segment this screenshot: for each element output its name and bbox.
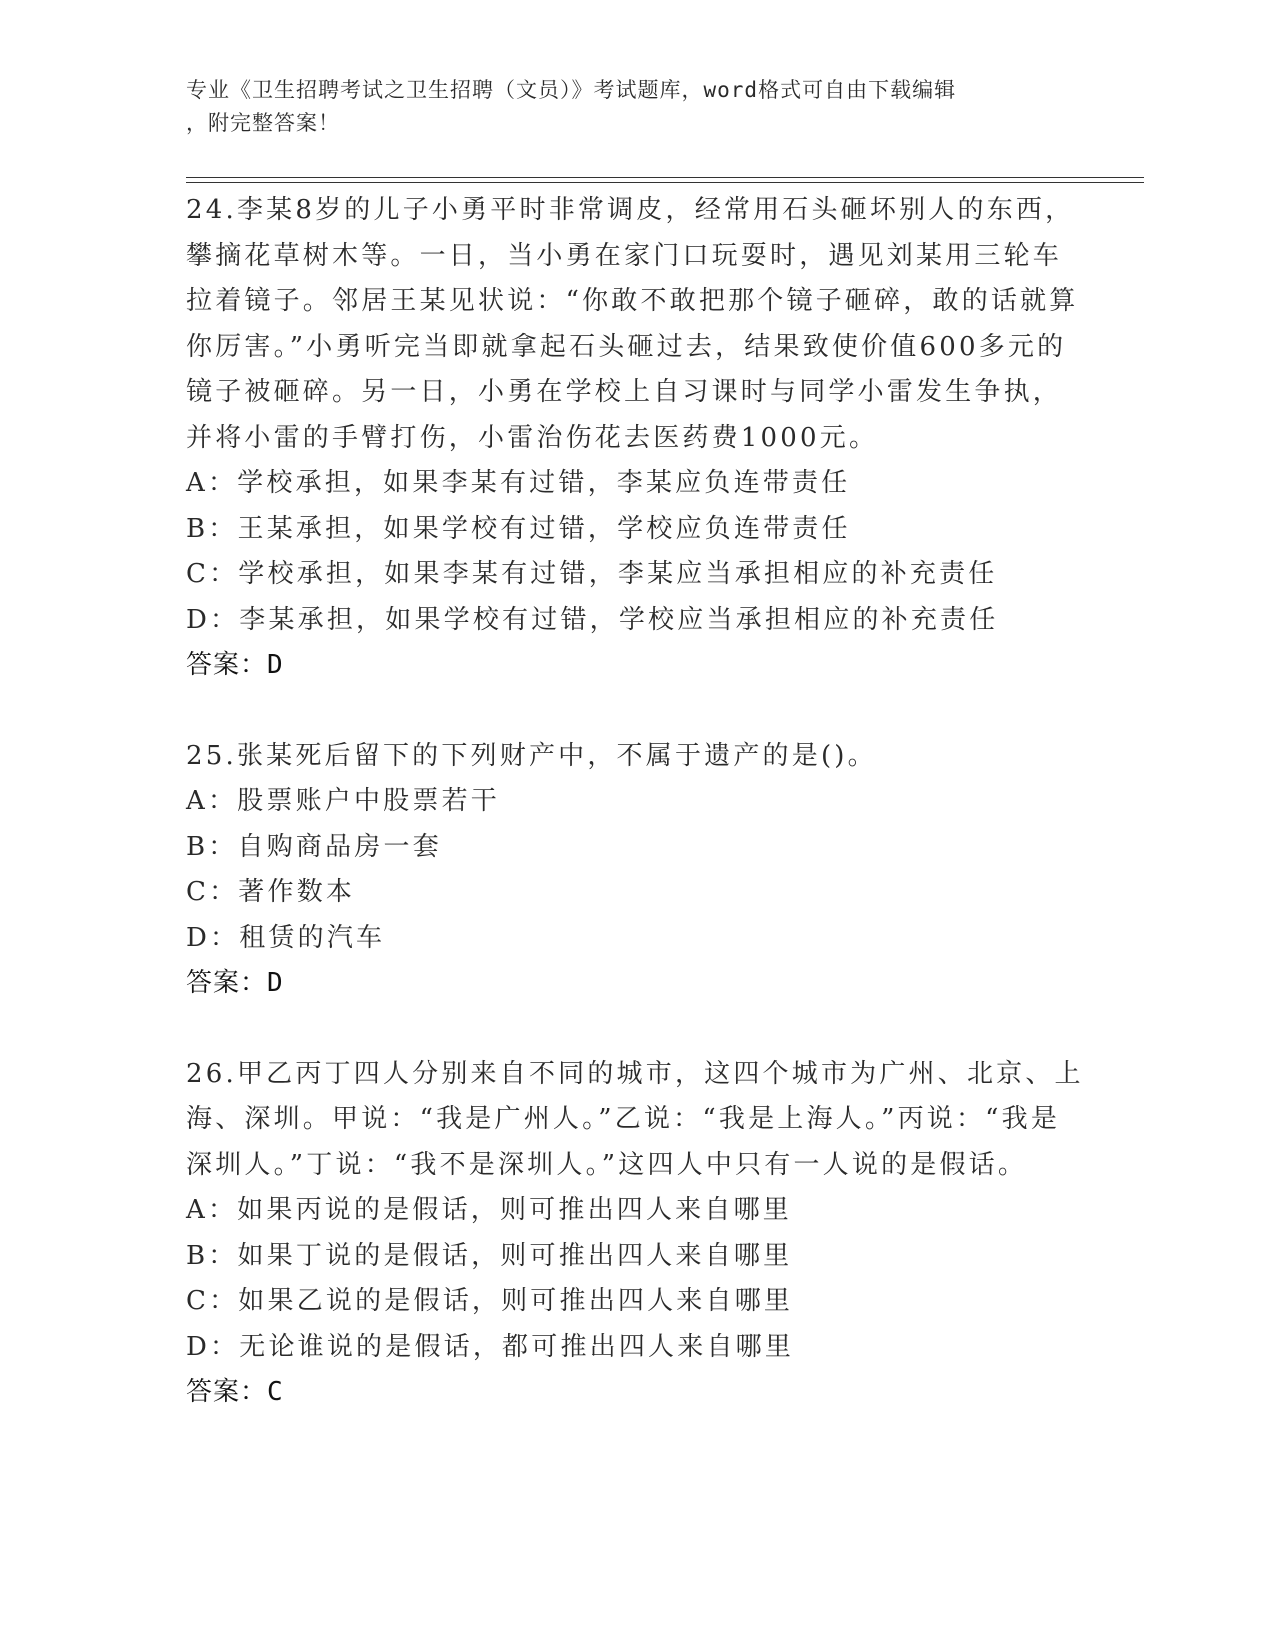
question-stem: 26.甲乙丙丁四人分别来自不同的城市，这四个城市为广州、北京、上海、深圳。甲说：“我是广州人。”乙说：“我是上海人。”丙说：“我是深圳人。”丁说：“我不是深圳人。”这四人中只有一人说的是假话。 — [186, 1058, 1084, 1180]
question-stem: 25.张某死后留下的下列财产中，不属于遗产的是()。 — [186, 740, 877, 771]
answer-line — [186, 961, 1086, 1007]
option-d: D：李某承担，如果学校有过错，学校应当承担相应的补充责任 — [186, 604, 999, 635]
option-a: A：学校承担，如果李某有过错，李某应负连带责任 — [186, 468, 851, 498]
question-24 — [186, 188, 1086, 689]
question-spacer — [186, 1007, 1086, 1052]
answer-value: D — [267, 650, 284, 680]
option-d: D：租赁的汽车 — [186, 922, 386, 953]
option-a: A：股票账户中股票若干 — [186, 786, 500, 816]
answer-label: 答案： — [186, 1377, 268, 1407]
answer-line — [186, 643, 1086, 689]
option-c: C：著作数本 — [186, 877, 356, 907]
question-spacer — [186, 689, 1086, 734]
option-a: A：如果丙说的是假话，则可推出四人来自哪里 — [186, 1195, 792, 1225]
option-b: B：王某承担，如果学校有过错，学校应负连带责任 — [186, 513, 851, 544]
answer-line — [186, 1370, 1086, 1416]
header-subtitle-line: ，附完整答案！ — [186, 111, 340, 135]
option-b: B：自购商品房一套 — [186, 831, 442, 862]
header-title-line: 专业《卫生招聘考试之卫生招聘（文员）》考试题库，word格式可自由下载编辑 — [186, 78, 957, 102]
option-d: D：无论谁说的是假话，都可推出四人来自哪里 — [186, 1331, 795, 1362]
answer-label: 答案： — [186, 650, 268, 680]
option-c: C：如果乙说的是假话，则可推出四人来自哪里 — [186, 1286, 794, 1316]
answer-value: C — [267, 1377, 284, 1407]
document-header — [186, 74, 1066, 140]
question-stem: 24.李某8岁的儿子小勇平时非常调皮，经常用石头砸坏别人的东西，攀摘花草树木等。一日，当小勇在家门口玩耍时，遇见刘某用三轮车拉着镜子。邻居王某见状说：“你敢不敢把那个镜子砸碎，敢的话就算你厉害。”小勇听完当即就拿起石头砸过去，结果致使价值600多元的镜子被砸碎。另一日，小勇在学校上自习课时与同学小雷发生争执，并将小雷的手臂打伤，小雷治伤花去医药费1000元。 — [186, 195, 1079, 453]
answer-label: 答案： — [186, 968, 268, 998]
question-25 — [186, 734, 1086, 1007]
option-c: C：学校承担，如果李某有过错，李某应当承担相应的补充责任 — [186, 559, 998, 589]
header-divider-bottom — [186, 182, 1144, 183]
answer-value: D — [267, 968, 284, 998]
question-26 — [186, 1052, 1086, 1416]
header-divider-top — [186, 177, 1144, 178]
question-list — [186, 188, 1086, 1416]
option-b: B：如果丁说的是假话，则可推出四人来自哪里 — [186, 1240, 793, 1271]
